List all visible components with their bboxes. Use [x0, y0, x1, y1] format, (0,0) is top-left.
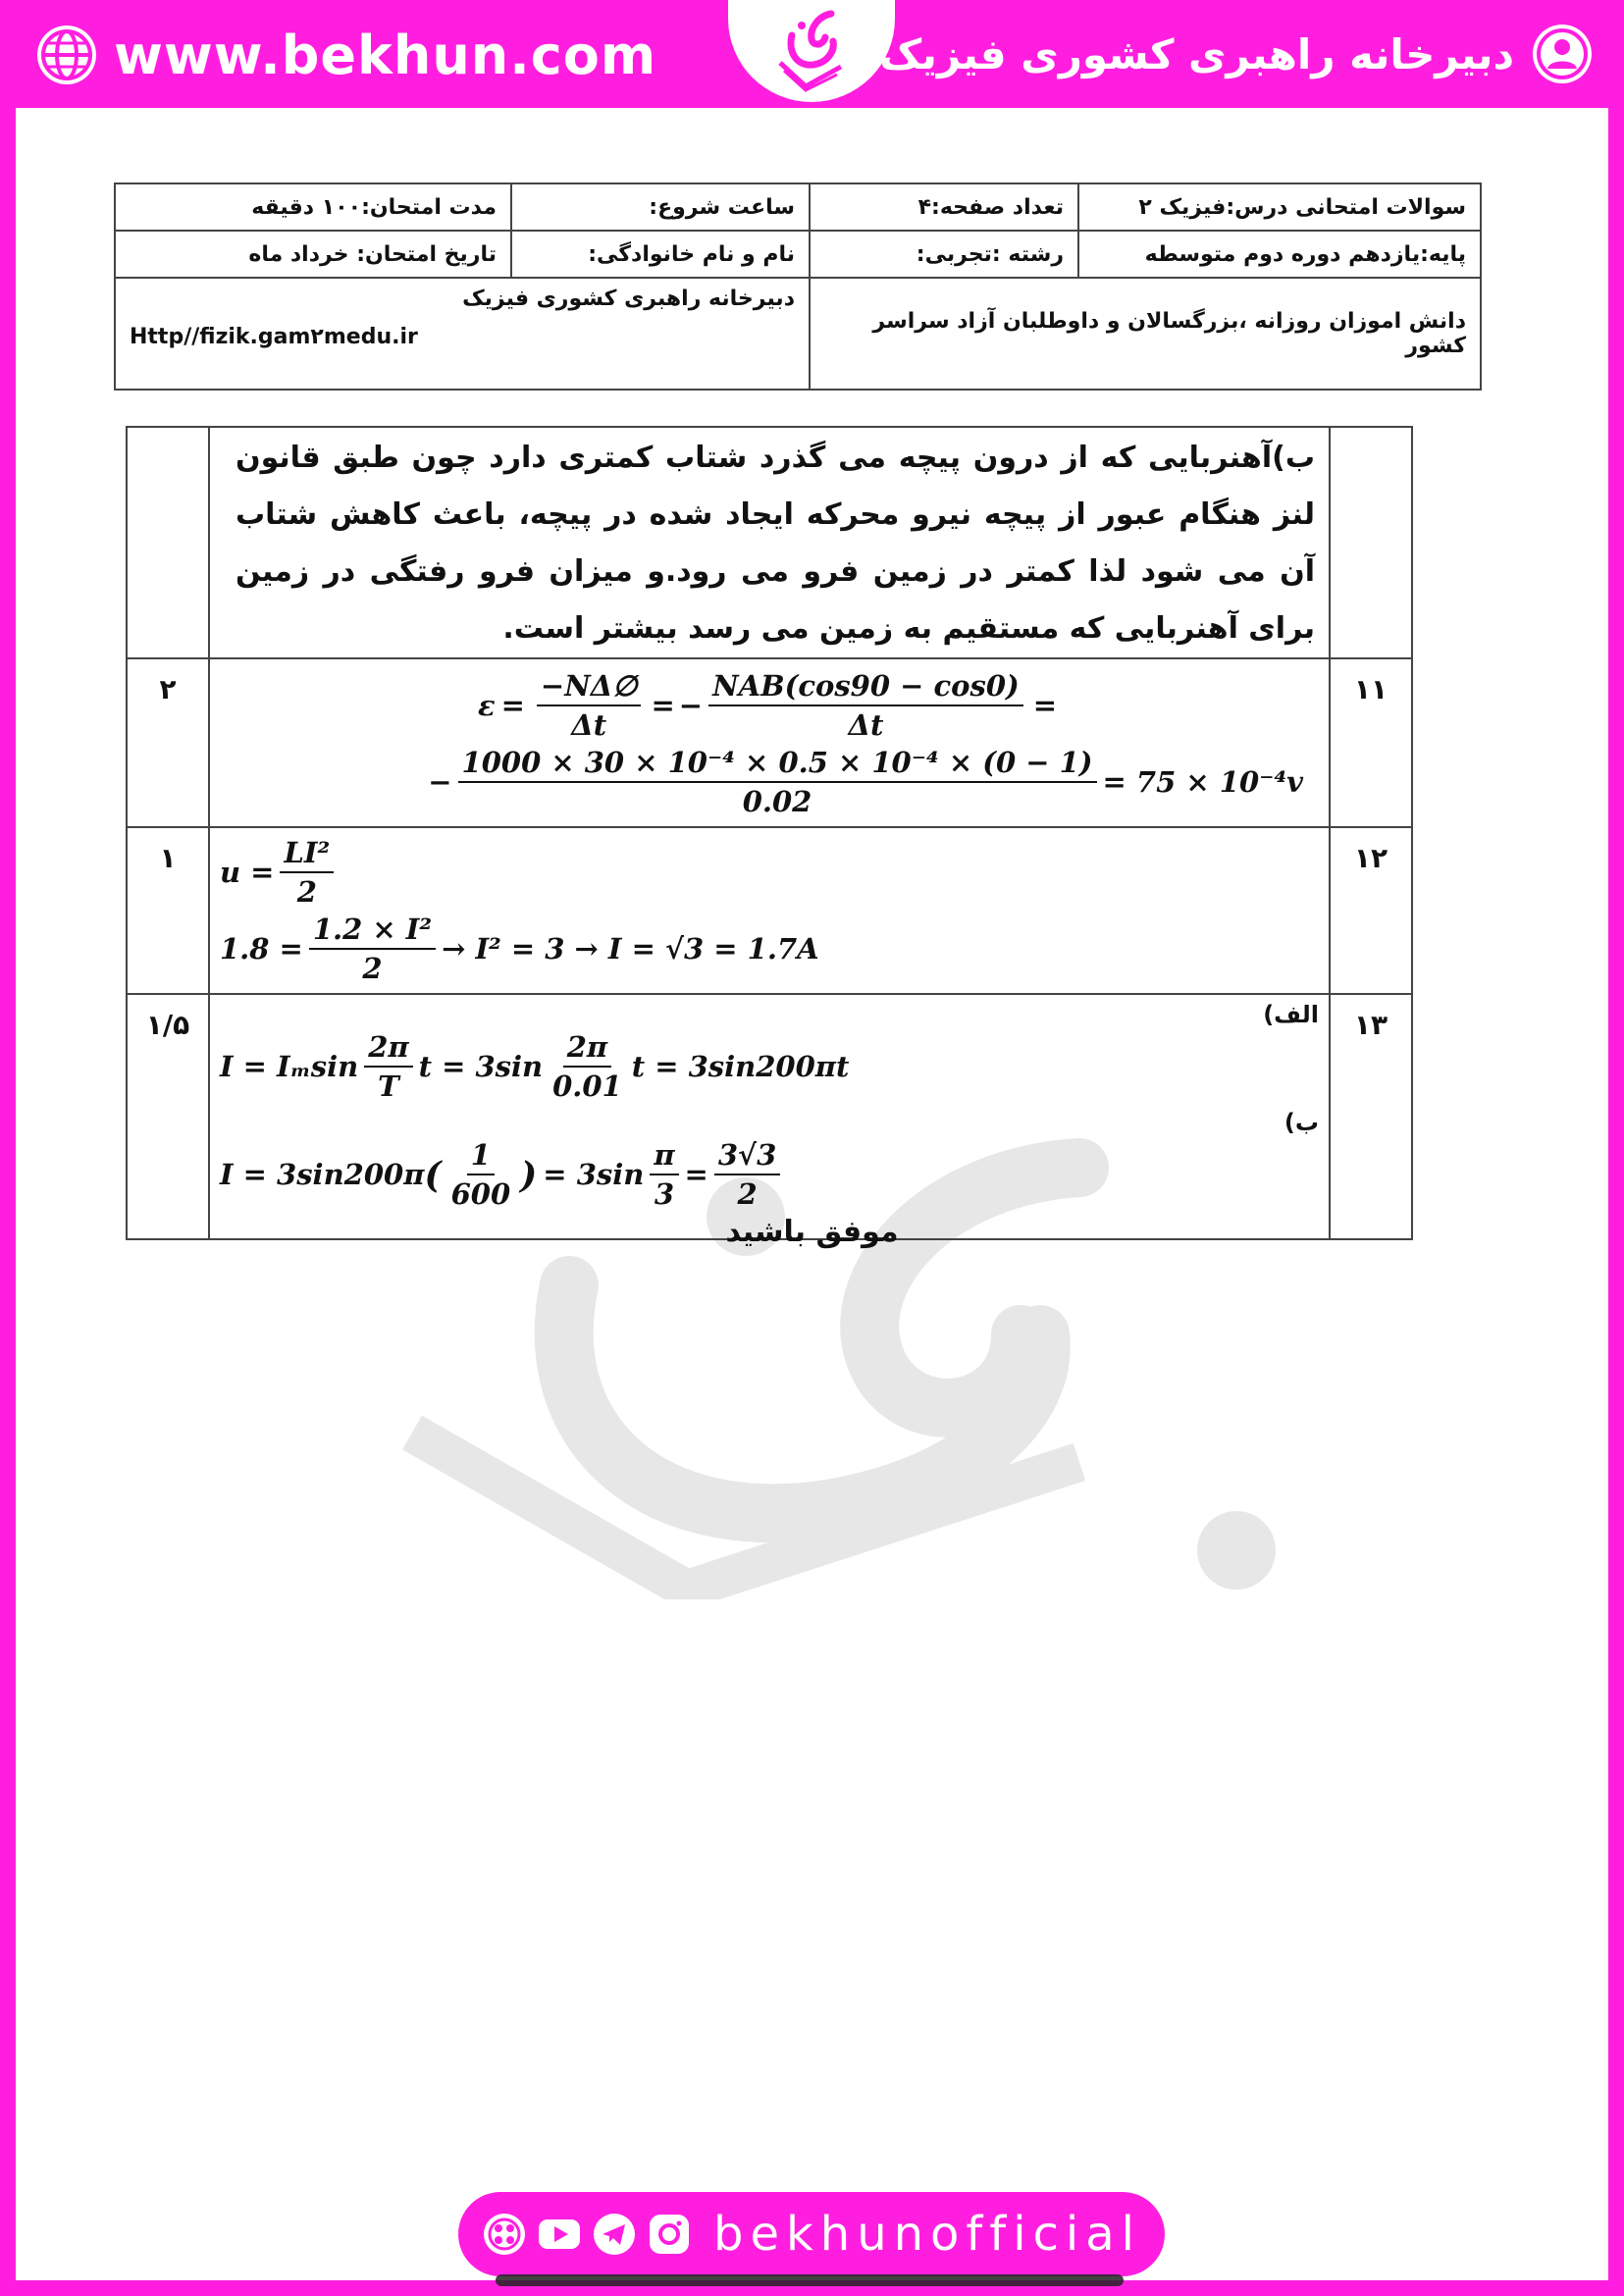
score-cell: ۲	[127, 658, 209, 827]
answer-text: ب)آهنربایی که از درون پیچه می گذرد شتاب کمتری دارد چون طبق قانون لنز هنگام عبور از پیچه نیرو محرکه ایجاد شده در پیچه، باعث کاهش شتاب آن می شود لذا کمتر در زمین فرو می رود.و میزان فرو رفتگی در زمین برای آهنربایی که مستقیم به زمین می رسد بیشتر است.	[236, 441, 1315, 646]
score-cell	[127, 427, 209, 658]
exam-info-table	[114, 183, 1482, 391]
close-paren: )	[520, 1153, 538, 1196]
brand-name: دبیرخانه راهبری کشوری فیزیک	[879, 29, 1514, 78]
grade-level: پایه:یازدهم دوره دوم متوسطه	[1078, 231, 1481, 278]
instant-lhs: I = 3sin200π	[220, 1158, 425, 1191]
answer-table	[126, 426, 1413, 1240]
secretariat-name: دبیرخانه راهبری کشوری فیزیک	[462, 287, 795, 311]
answer-body	[209, 994, 1330, 1239]
equals-sign: =	[1032, 689, 1058, 722]
fraction: $\frac{2\pi}{0.01}$	[552, 1030, 622, 1103]
fraction: $\frac{\text{NAB(cos90 − cos0)}}{\Delta t}$	[708, 667, 1023, 744]
fraction: $\frac{\text{1.2 × I²}}{2}$	[309, 911, 436, 987]
info-row	[115, 183, 1481, 231]
page-count: تعداد صفحه:۴	[810, 183, 1078, 231]
fraction: $\frac{\pi}{3}$	[650, 1136, 678, 1213]
emf-symbol: ε	[477, 689, 496, 722]
equation-energy	[220, 834, 1319, 911]
instant-mid: = 3sin	[543, 1158, 645, 1191]
footer-shadow	[496, 2274, 1124, 2286]
field-of-study: رشته :تجربی:	[810, 231, 1078, 278]
minus-sign: −	[428, 765, 452, 799]
emf-result: = 75 × 10⁻⁴v	[1102, 765, 1303, 799]
bekhun-logo-mark	[762, 6, 861, 96]
website-url: www.bekhun.com	[114, 24, 657, 86]
current-lhs: 1.8 =	[220, 932, 303, 965]
fraction: $\frac{\text{LI²}}{2}$	[280, 834, 334, 911]
user-circle-icon	[1530, 22, 1595, 86]
telegram-icon[interactable]	[592, 2212, 637, 2257]
question-number: ۱۲	[1330, 827, 1412, 994]
question-number: ۱۱	[1330, 658, 1412, 827]
question-number	[1330, 427, 1412, 658]
answer-row-12	[127, 827, 1412, 994]
secretariat-site: Http//fizik.gam۲medu.ir	[130, 325, 418, 349]
equation-emf-numeric	[220, 744, 1303, 820]
website-link[interactable]	[33, 22, 656, 88]
secretariat-cell	[115, 278, 810, 390]
ac-mid: t = 3sin	[418, 1050, 544, 1083]
open-paren: (	[424, 1153, 442, 1196]
fraction: $\frac{\text{1000 × 30 × 10⁻⁴ × 0.5 × 10⁻⁴ × (0 − 1)}}{0.02}$	[458, 744, 1097, 820]
exam-date: تاریخ امتحان: خرداد ماه	[115, 231, 511, 278]
social-handle[interactable]: bekhunofficial	[712, 2207, 1142, 2262]
equation-emf	[220, 667, 1319, 744]
info-row	[115, 278, 1481, 390]
info-row	[115, 231, 1481, 278]
question-number: ۱۳	[1330, 994, 1412, 1239]
equation-current	[220, 911, 1319, 987]
youtube-icon[interactable]	[537, 2212, 582, 2257]
exam-duration: مدت امتحان:۱۰۰ دقیقه	[115, 183, 511, 231]
ac-lhs: I = Iₘsin	[220, 1050, 359, 1083]
score-cell: ۱/۵	[127, 994, 209, 1239]
audience: دانش اموزان روزانه ،بزرگسالان و داوطلبان آزاد سراسر کشور	[810, 278, 1481, 390]
equals-sign: =	[651, 689, 675, 722]
answer-row-13	[127, 994, 1412, 1239]
minus-sign: −	[678, 689, 704, 722]
equals-sign: =	[684, 1158, 708, 1191]
answer-body	[209, 827, 1330, 994]
start-time: ساعت شروع:	[511, 183, 810, 231]
part-a-label: الف)	[1263, 1001, 1319, 1028]
fraction: $\frac{3√3}{2}$	[714, 1136, 780, 1213]
social-footer	[458, 2192, 1165, 2276]
answer-body	[209, 427, 1330, 658]
student-name: نام و نام خانوادگی:	[511, 231, 810, 278]
part-b-label: ب)	[1283, 1109, 1319, 1136]
course-title: سوالات امتحانی درس:فیزیک ۲	[1078, 183, 1481, 231]
score-cell: ۱	[127, 827, 209, 994]
fraction: $\frac{2\pi}{T}$	[364, 1028, 412, 1105]
closing-message: موفق باشید	[725, 1215, 899, 1249]
equation-instant-current	[220, 1136, 1319, 1213]
brand-title	[879, 22, 1595, 86]
fraction: $\frac{-N\Delta\emptyset}{\Delta t}$	[537, 667, 642, 744]
equals-sign: =	[500, 689, 525, 722]
answer-row-11	[127, 658, 1412, 827]
fraction: $\frac{1}{600}$	[450, 1138, 511, 1211]
aparat-icon[interactable]	[482, 2212, 527, 2257]
answer-body	[209, 658, 1330, 827]
current-result: → I² = 3 → I = √3 = 1.7A	[442, 932, 819, 965]
energy-lhs: u =	[220, 856, 275, 889]
globe-icon	[33, 22, 100, 88]
ac-result: t = 3sin200πt	[631, 1050, 850, 1083]
equation-ac-current	[220, 1028, 1319, 1105]
instagram-icon[interactable]	[647, 2212, 692, 2257]
answer-row-10b	[127, 427, 1412, 658]
